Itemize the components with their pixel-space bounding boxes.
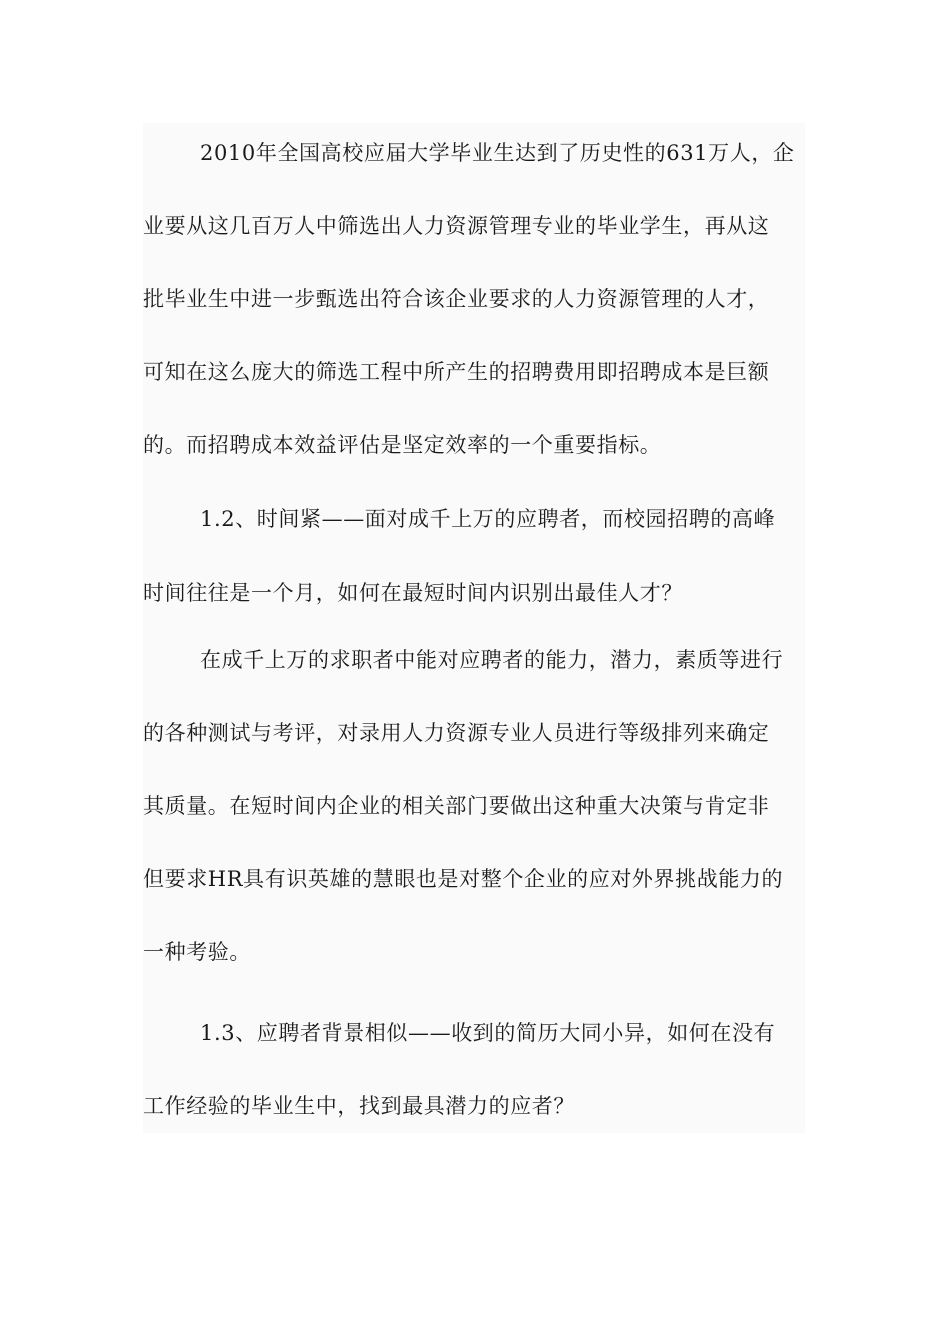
text-line: 1.2、时间紧——面对成千上万的应聘者，而校园招聘的高峰 — [200, 507, 776, 531]
text-line: 的各种测试与考评，对录用人力资源专业人员进行等级排列来确定 — [143, 721, 770, 745]
text-line: 工作经验的毕业生中，找到最具潜力的应者？ — [143, 1094, 575, 1118]
text-line: 2010年全国高校应届大学毕业生达到了历史性的631万人，企 — [200, 141, 795, 165]
text-line: 在成千上万的求职者中能对应聘者的能力，潜力，素质等进行 — [200, 648, 784, 672]
text-line: 一种考验。 — [143, 940, 251, 964]
text-line: 的。而招聘成本效益评估是坚定效率的一个重要指标。 — [143, 433, 662, 457]
text-line: 时间往往是一个月，如何在最短时间内识别出最佳人才？ — [143, 581, 683, 605]
text-line: 但要求HR具有识英雄的慧眼也是对整个企业的应对外界挑战能力的 — [143, 867, 784, 891]
text-line: 批毕业生中进一步甄选出符合该企业要求的人力资源管理的人才， — [143, 287, 770, 311]
text-line: 可知在这么庞大的筛选工程中所产生的招聘费用即招聘成本是巨额 — [143, 360, 770, 384]
text-line: 1.3、应聘者背景相似——收到的简历大同小异，如何在没有 — [200, 1021, 776, 1045]
text-line: 业要从这几百万人中筛选出人力资源管理专业的毕业学生，再从这 — [143, 214, 770, 238]
document-text-block — [143, 123, 805, 1133]
text-line: 其质量。在短时间内企业的相关部门要做出这种重大决策与肯定非 — [143, 794, 770, 818]
